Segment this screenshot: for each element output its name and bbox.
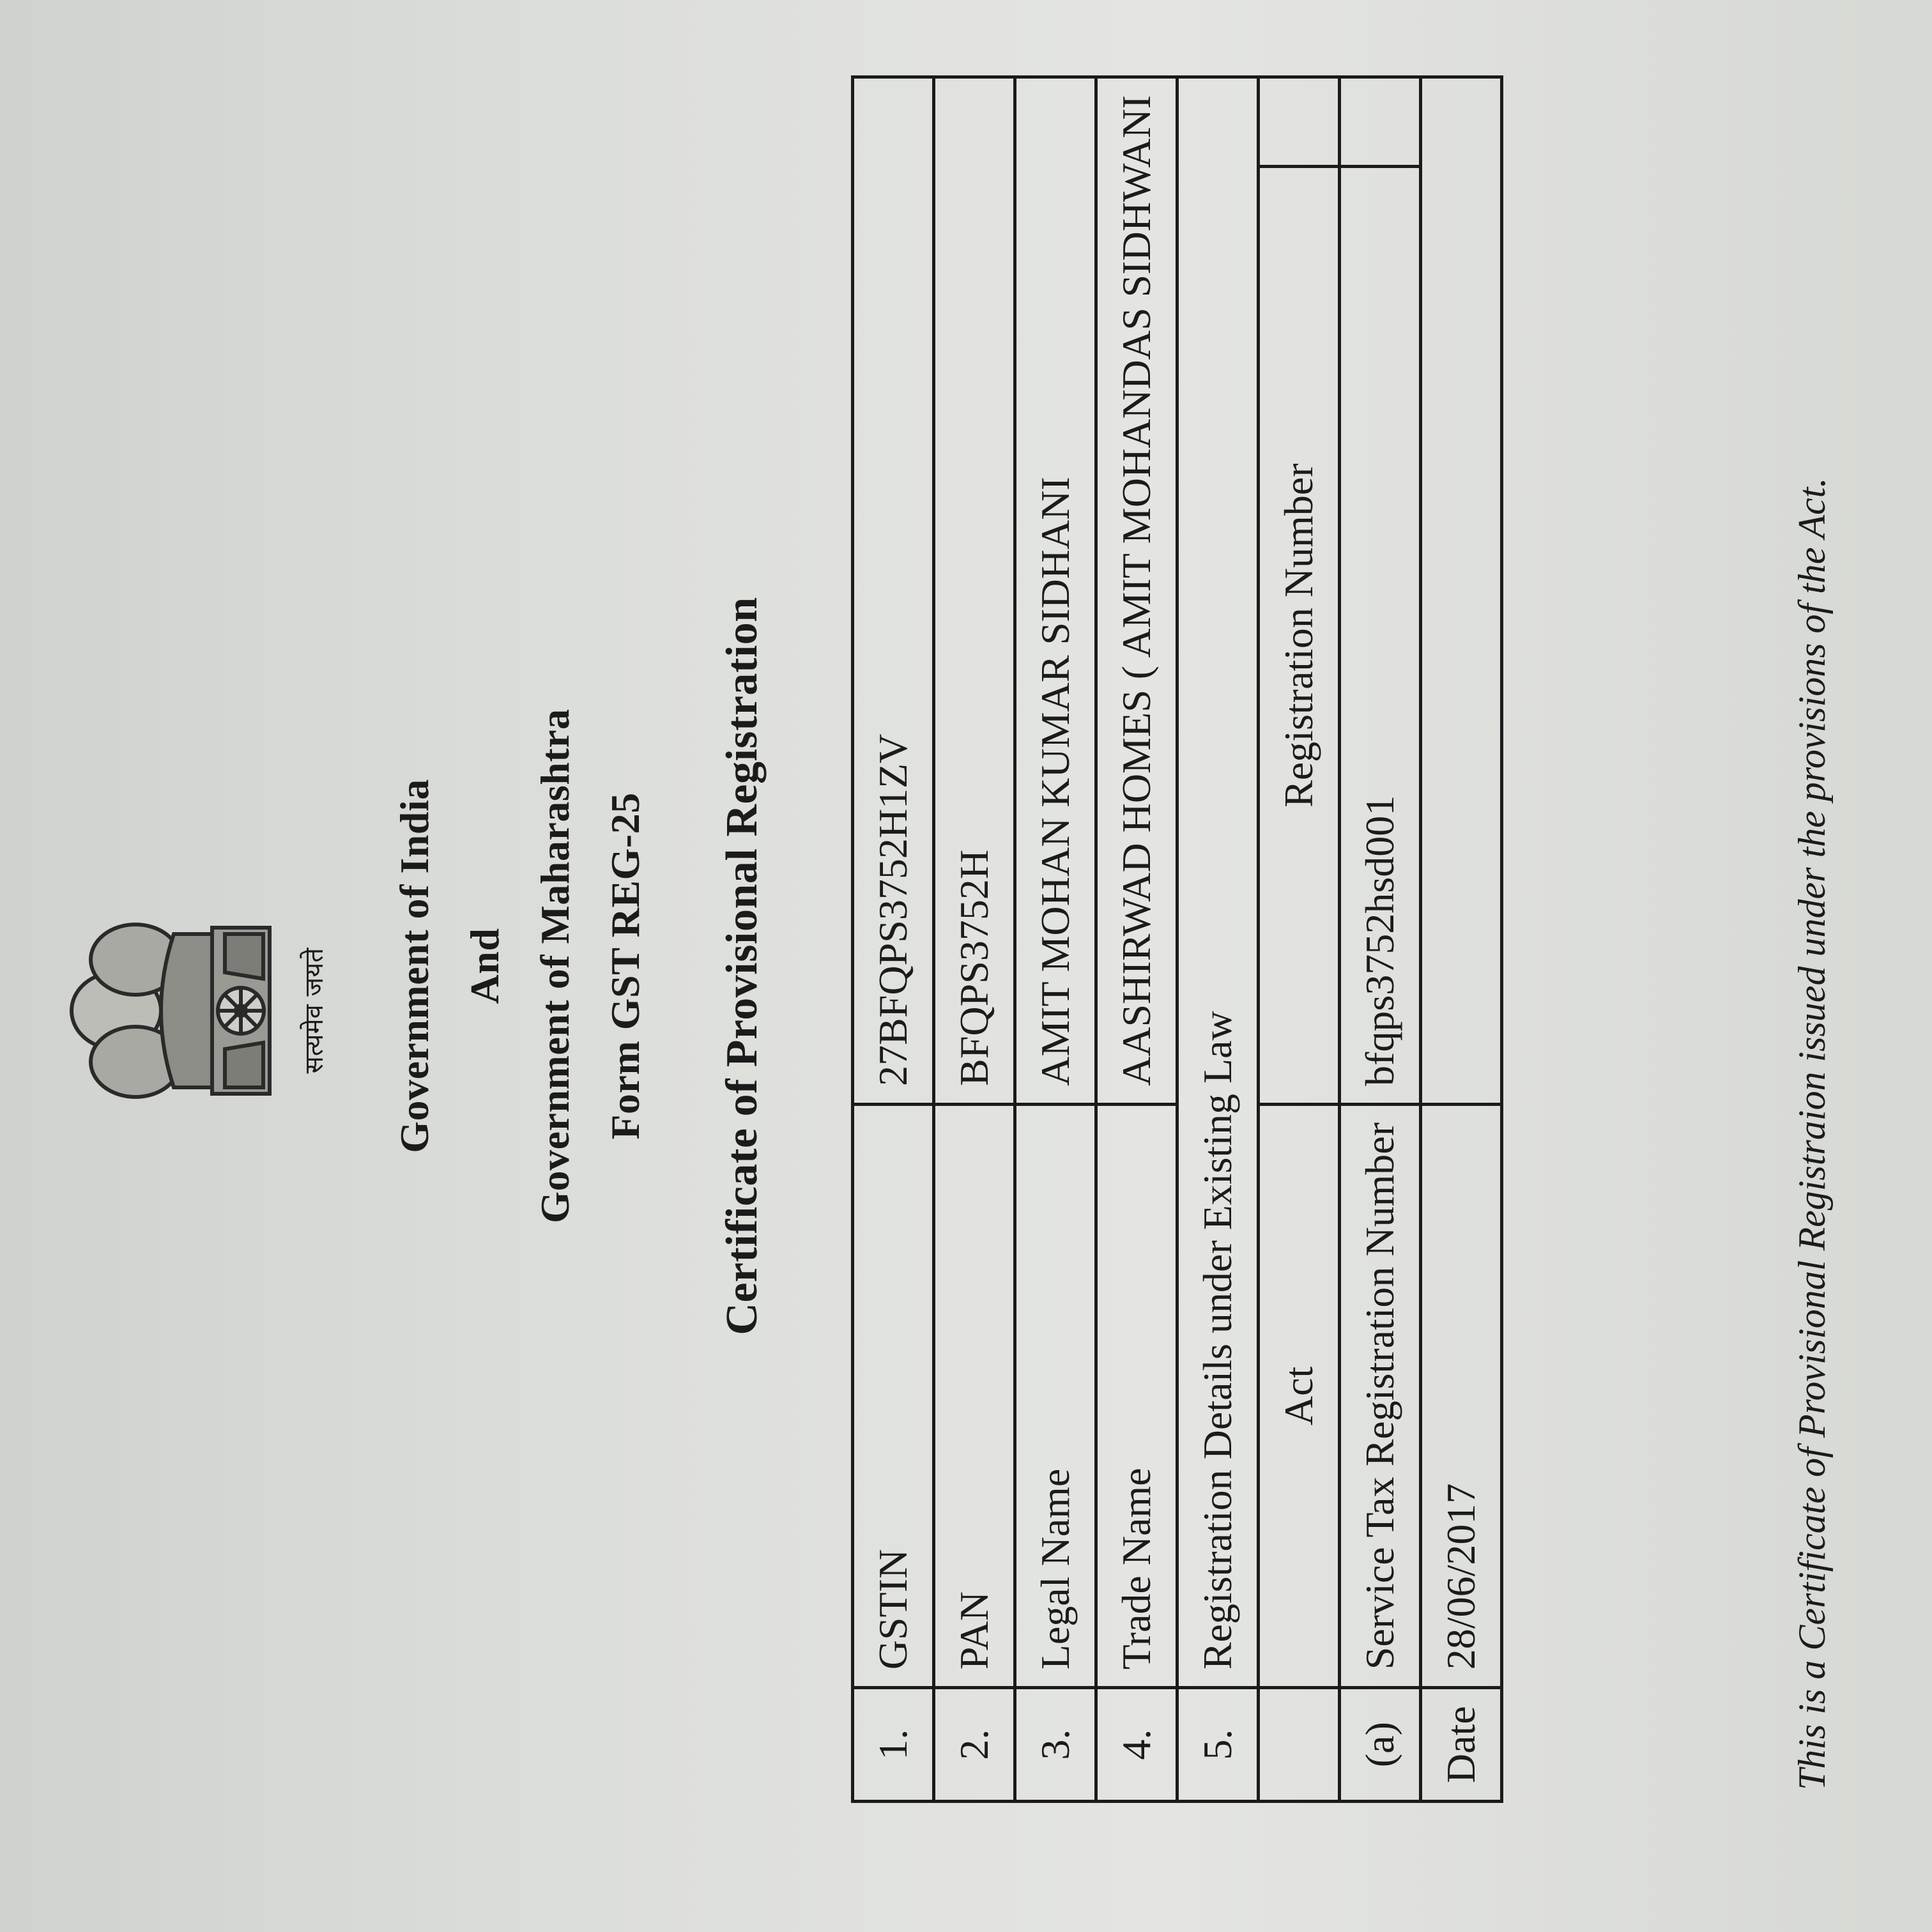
empty-cell <box>1259 1688 1340 1802</box>
empty-cell <box>1340 77 1421 166</box>
table-row <box>1421 77 1502 1801</box>
row-value-date: 28/06/2017 <box>1421 1104 1502 1687</box>
row-number: 5. <box>1177 1688 1259 1802</box>
row-value-trade-name: AASHIRWAD HOMES ( AMIT MOHANDAS SIDHWANI <box>1096 77 1177 1104</box>
registration-table <box>851 75 1503 1803</box>
heading-form-number: Form GST REG-25 <box>602 792 648 1140</box>
emblem-motto: सत्यमेव जयते <box>300 947 329 1074</box>
row-label: Trade Name <box>1096 1104 1177 1687</box>
row-number: 1. <box>853 1688 934 1802</box>
certificate-title: Certificate of Provisional Registration <box>717 597 767 1335</box>
empty-cell <box>1421 77 1502 1104</box>
row-number: 3. <box>1015 1688 1096 1802</box>
heading-and: And <box>462 928 507 1004</box>
row-value-pan: BFQPS3752H <box>934 77 1015 1104</box>
empty-cell <box>1259 77 1340 166</box>
table-subheader-row <box>1259 77 1340 1801</box>
row-label-date: Date <box>1421 1688 1502 1802</box>
section-label: Registration Details under Existing Law <box>1177 77 1259 1687</box>
row-number: 4. <box>1096 1688 1177 1802</box>
row-label: GSTIN <box>853 1104 934 1687</box>
heading-government-of-maharashtra: Government of Maharashtra <box>532 709 578 1223</box>
row-number: (a) <box>1340 1688 1421 1802</box>
column-header-act: Act <box>1259 1104 1340 1687</box>
row-number: 2. <box>934 1688 1015 1802</box>
heading-government-of-india: Government of India <box>392 779 437 1153</box>
table-row <box>1096 77 1177 1801</box>
row-value-service-tax-number: bfqps3752hsd001 <box>1340 167 1421 1104</box>
table-row <box>853 77 934 1801</box>
row-label: Service Tax Registration Number <box>1340 1104 1421 1687</box>
column-header-registration-number: Registration Number <box>1259 167 1340 1104</box>
table-row <box>1340 77 1421 1801</box>
footer-statement: This is a Certificate of Provisional Registraion issued under the provisions of the Act. <box>1791 477 1833 1790</box>
table-row <box>1177 77 1259 1801</box>
row-label: PAN <box>934 1104 1015 1687</box>
row-label: Legal Name <box>1015 1104 1096 1687</box>
table-row <box>1015 77 1096 1801</box>
ashoka-lion-capital-icon <box>46 908 314 1113</box>
table-row <box>934 77 1015 1801</box>
certificate-document <box>27 46 1905 1886</box>
row-value-gstin: 27BFQPS3752H1ZV <box>853 77 934 1104</box>
row-value-legal-name: AMIT MOHAN KUMAR SIDHANI <box>1015 77 1096 1104</box>
